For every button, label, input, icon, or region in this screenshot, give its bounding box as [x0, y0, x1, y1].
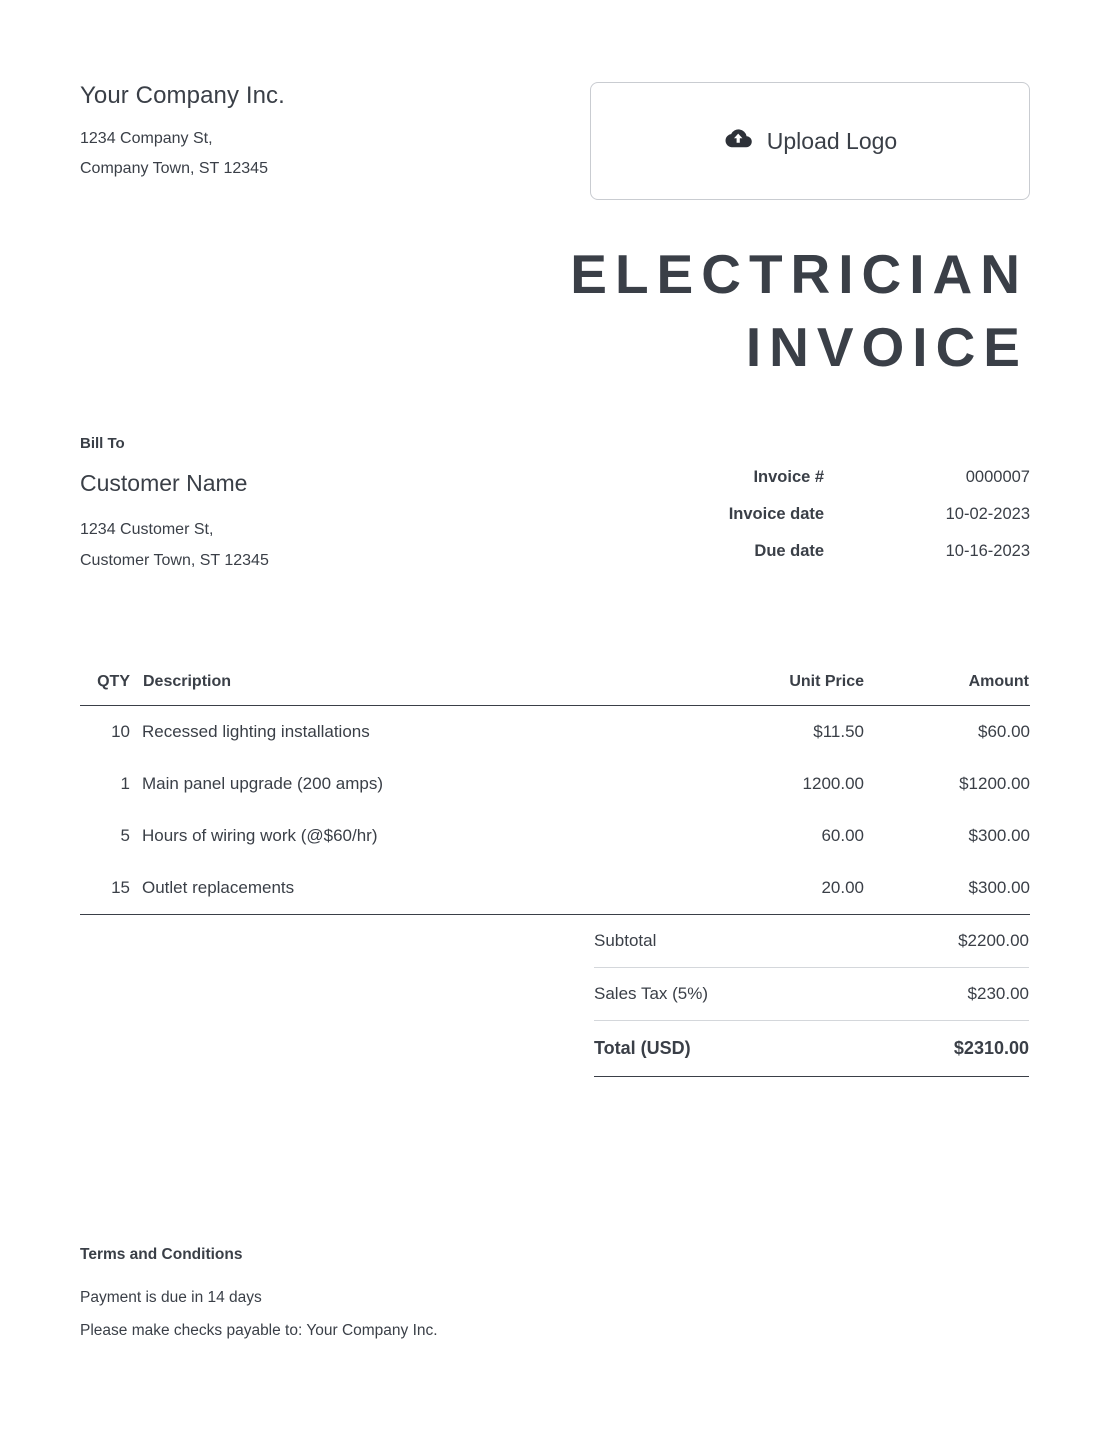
invoice-header [80, 0, 1030, 200]
header-description: Description [142, 672, 710, 706]
grand-total-row [594, 1020, 1029, 1076]
table-row[interactable] [80, 758, 1030, 810]
upload-logo-button[interactable] [590, 82, 1030, 200]
total-label: Total (USD) [594, 1020, 856, 1076]
totals-table [594, 915, 1029, 1077]
total-value: $2310.00 [856, 1020, 1029, 1076]
row-description[interactable]: Recessed lighting installations [142, 721, 370, 741]
row-qty[interactable]: 1 [120, 773, 130, 793]
row-qty[interactable]: 5 [120, 825, 130, 845]
cloud-upload-icon [723, 127, 753, 156]
customer-address-line-1[interactable]: 1234 Customer St, [80, 521, 214, 539]
totals-wrapper [80, 915, 1030, 1077]
table-row[interactable] [80, 705, 1030, 758]
row-qty[interactable]: 15 [80, 862, 142, 915]
row-description[interactable]: Outlet replacements [142, 862, 710, 915]
row-unit-price[interactable]: 60.00 [821, 825, 864, 845]
terms-title: Terms and Conditions [80, 1246, 243, 1263]
bill-to-and-meta [80, 435, 1030, 576]
row-amount[interactable]: $60.00 [978, 721, 1030, 741]
row-unit-price[interactable]: $11.50 [813, 721, 864, 741]
company-block [80, 82, 285, 185]
tax-row [594, 967, 1029, 1020]
company-name[interactable]: Your Company Inc. [80, 82, 285, 109]
invoice-meta-row [590, 459, 1030, 496]
sales-tax-label[interactable]: Sales Tax (5%) [594, 967, 856, 1020]
table-row[interactable] [80, 862, 1030, 915]
header-amount: Amount [880, 672, 1030, 706]
row-unit-price[interactable]: 20.00 [710, 862, 880, 915]
subtotal-value: $2200.00 [856, 915, 1029, 968]
row-description[interactable]: Hours of wiring work (@$60/hr) [142, 825, 378, 845]
row-description[interactable]: Main panel upgrade (200 amps) [142, 773, 383, 793]
table-row[interactable] [80, 810, 1030, 862]
customer-address-line-2[interactable]: Customer Town, ST 12345 [80, 552, 269, 570]
company-address-line-2[interactable]: Company Town, ST 12345 [80, 160, 268, 178]
subtotal-row [594, 915, 1029, 968]
invoice-meta-row [590, 496, 1030, 533]
header-unit-price: Unit Price [710, 672, 880, 706]
terms-section [80, 1246, 438, 1347]
invoice-number-label: Invoice # [753, 468, 825, 487]
company-address-line-1[interactable]: 1234 Company St, [80, 130, 213, 147]
subtotal-label: Subtotal [594, 915, 856, 968]
header-qty: QTY [80, 672, 142, 706]
invoice-meta-row [590, 533, 1030, 570]
invoice-meta-table [590, 459, 1030, 570]
bill-to-block [80, 435, 269, 576]
document-title-line-2: INVOICE [745, 315, 1028, 378]
line-items-header-row [80, 672, 1030, 706]
row-amount[interactable]: $300.00 [968, 825, 1030, 845]
row-unit-price[interactable]: 1200.00 [802, 773, 864, 793]
bill-to-label: Bill To [80, 435, 125, 453]
upload-logo-label: Upload Logo [766, 127, 898, 154]
invoice-date-label: Invoice date [728, 505, 825, 524]
due-date-label: Due date [754, 542, 825, 561]
sales-tax-value: $230.00 [856, 967, 1029, 1020]
row-amount[interactable]: $300.00 [880, 862, 1030, 915]
invoice-number-value[interactable]: 0000007 [965, 468, 1030, 487]
document-title-line-1: ELECTRICIAN [570, 243, 1028, 305]
customer-name[interactable]: Customer Name [80, 470, 248, 497]
document-title [80, 238, 1030, 383]
row-amount[interactable]: $1200.00 [959, 773, 1030, 793]
terms-line-2[interactable]: Please make checks payable to: Your Company Inc. [80, 1321, 438, 1339]
invoice-date-value[interactable]: 10-02-2023 [945, 505, 1030, 524]
row-qty[interactable]: 10 [111, 721, 130, 741]
terms-line-1[interactable]: Payment is due in 14 days [80, 1289, 262, 1306]
due-date-value[interactable]: 10-16-2023 [945, 542, 1030, 561]
line-items-table [80, 672, 1030, 915]
